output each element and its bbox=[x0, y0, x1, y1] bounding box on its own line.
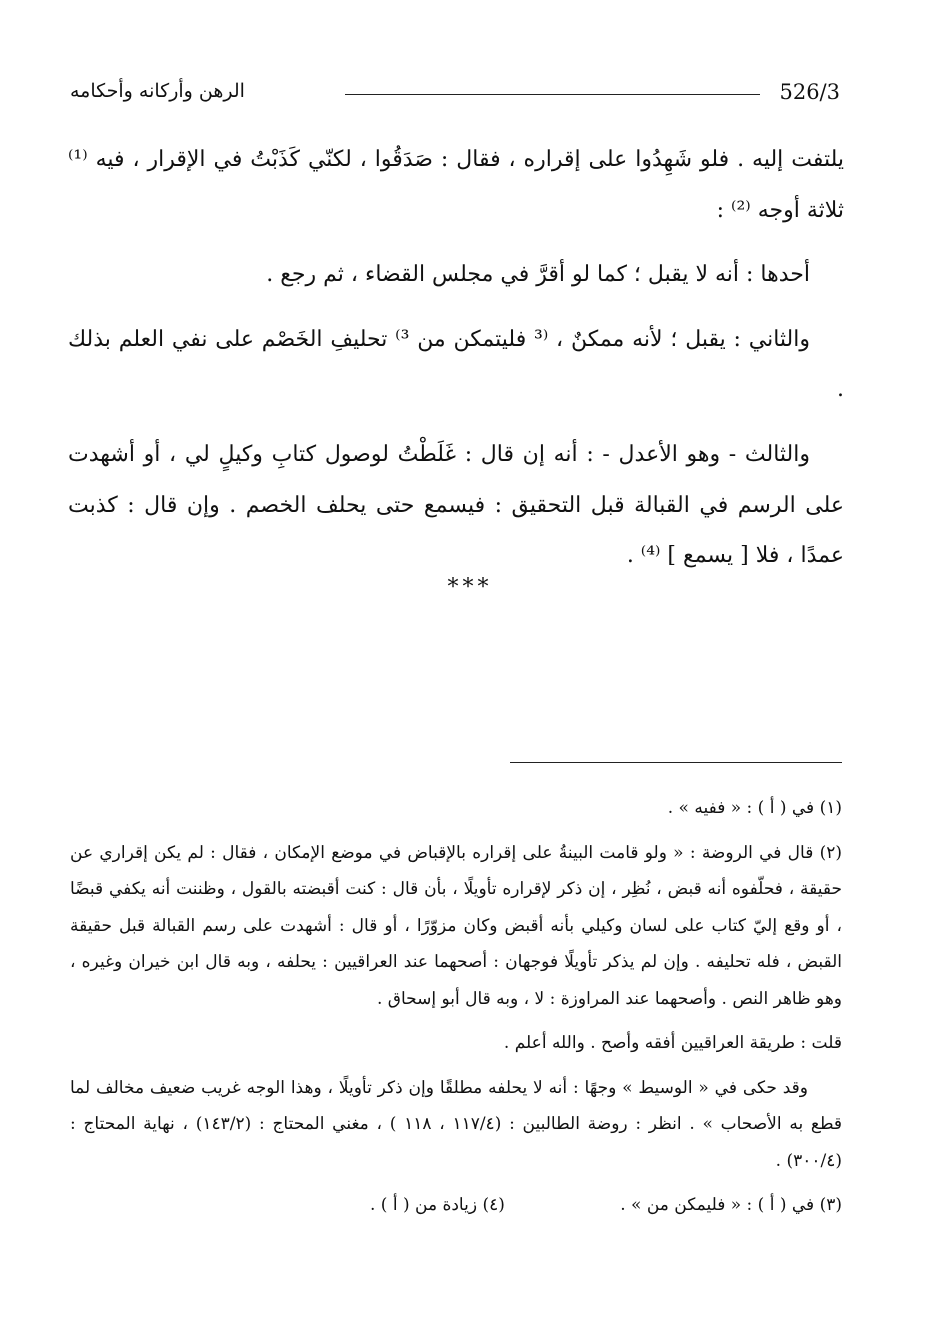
page-number: 526/3 bbox=[779, 80, 840, 104]
header-rule bbox=[345, 94, 760, 95]
paragraph-3: والثاني : يقبل ؛ لأنه ممكنٌ ، ⁽³ فليتمكن من ³⁾ تحليفِ الخَصْم على نفي العلم بذلك . bbox=[68, 326, 844, 403]
footnote-rule bbox=[510, 762, 842, 763]
footnote-2-continuation: وقد حكى في « الوسيط » وجهًا : أنه لا يحلفه مطلقًا وإن ذكر تأويلًا ، وهذا الوجه غريب ضعيف مخالف لما قطع به الأصحاب » . انظر : روضة الطالبين : (١١٧/٤ ، ١١٨ ) ، مغني المحتاج : (١٤٣/٢) ، نهاية المحتاج : (٣٠٠/٤) . bbox=[70, 1077, 843, 1171]
paragraph-2: أحدها : أنه لا يقبل ؛ كما لو أقرَّ في مجلس القضاء ، ثم رجع . bbox=[266, 262, 810, 288]
footnote-1: (١) في ( أ ) : « ففيه » . bbox=[667, 798, 842, 818]
footnote-3: (٣) في ( أ ) : « فليمكن من » . bbox=[620, 1195, 842, 1216]
running-title: الرهن وأركانه وأحكامه bbox=[70, 80, 245, 102]
page-header bbox=[70, 80, 840, 110]
footnotes bbox=[70, 790, 842, 1224]
footnote-2: (٢) قال في الروضة : « ولو قامت البينةُ على إقراره بالإقباض في موضع الإمكان ، فقال : لم يكن إقراري عن حقيقة ، فحلّفوه أنه قبض ، نُظِر ، إن ذكر لإقراره تأويلًا ، بأن قال : كنت أقبضته بالقول ، وظننت أنه يكفي قبضًا ، أو وقع إليّ كتاب على لسان وكيلي بأنه أقبض وكان مزوّرًا ، أو قال : أشهدت على رسم القبالة قبل حقيقة القبض ، فله تحليفه . وإن لم يذكر تأويلًا فوجهان : أصحهما عند العراقيين : يحلفه ، وبه قال ابن خيران وغيره ، وهو ظاهر النص . وأصحهما عند المراوزة : لا ، وبه قال أبو إسحاق . bbox=[70, 842, 842, 1009]
paragraph-4: والثالث - وهو الأعدل - : أنه إن قال : غَلَطْتُ لوصول كتابِ وكيلٍ لي ، أو أشهدت على الرسم في القبالة قبل التحقيق : فيسمع حتى يحلف الخصم . وإن قال : كذبت عمدًا ، فلا [ يسمع ] ⁽⁴⁾ . bbox=[68, 441, 844, 569]
footnote-2-note: قلت : طريقة العراقيين أفقه وأصح . والله أعلم . bbox=[503, 1033, 842, 1054]
paragraph-1: يلتفت إليه . فلو شَهِدُوا على إقراره ، فقال : صَدَقُوا ، لكنّي كَذَبْتُ في الإقرار ، فيه ⁽¹⁾ ثلاثة أوجه ⁽²⁾ : bbox=[68, 147, 844, 223]
main-text bbox=[68, 135, 844, 596]
footnotes-3-4 bbox=[70, 1187, 842, 1224]
section-separator: *** bbox=[447, 575, 493, 600]
footnote-4: (٤) زيادة من ( أ ) . bbox=[370, 1195, 505, 1216]
